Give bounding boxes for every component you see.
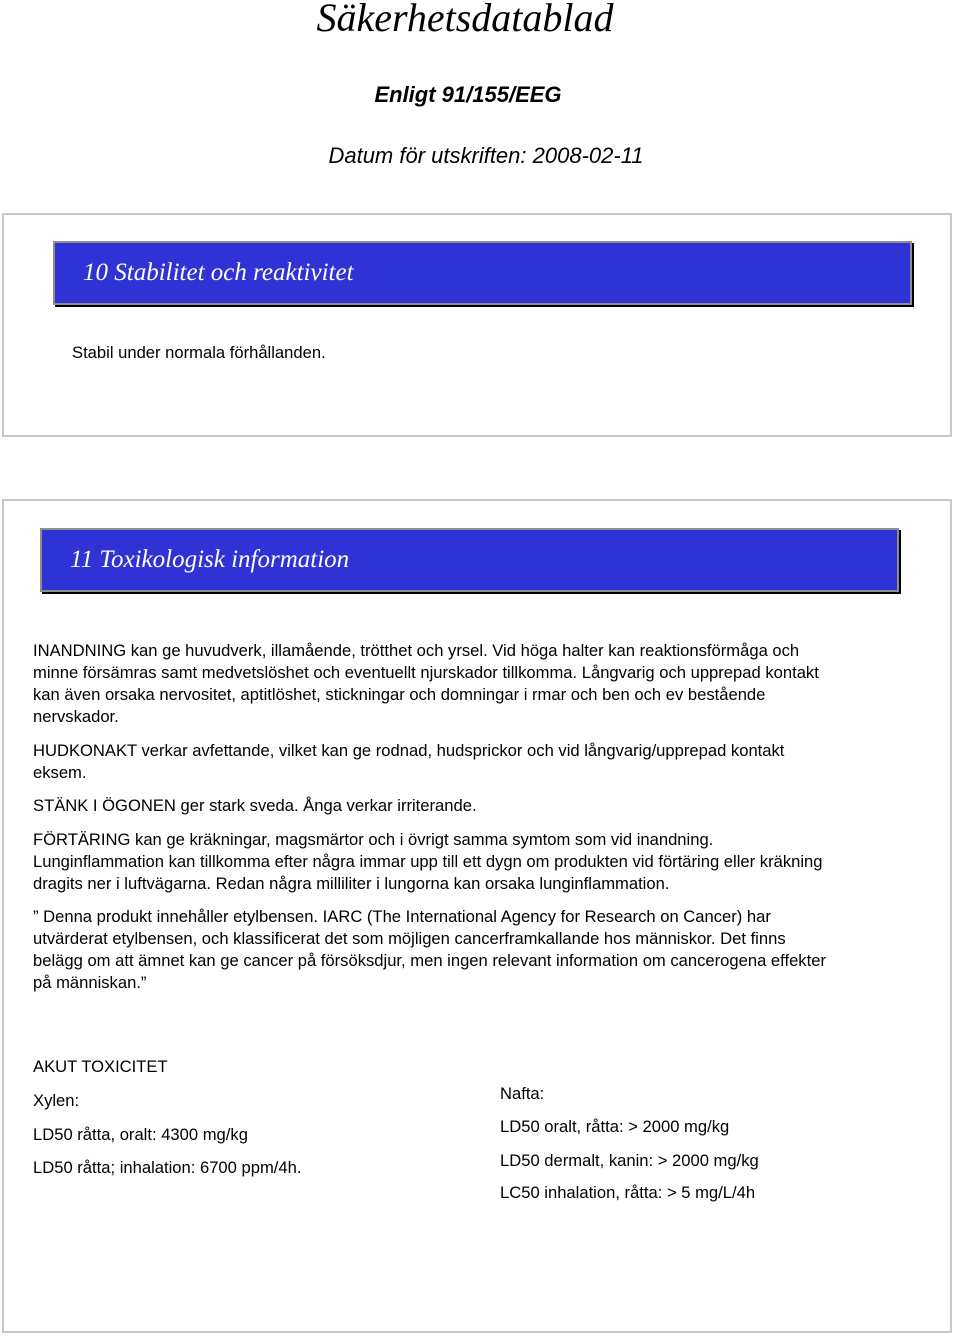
nafta-value: LD50 dermalt, kanin: > 2000 mg/kg (500, 1151, 759, 1170)
inhalation-line: nervskador. (33, 707, 119, 726)
eye-contact-paragraph: STÄNK I ÖGONEN ger stark sveda. Ånga verkar irriterande. (33, 796, 477, 815)
section-10-text: Stabil under normala förhållanden. (72, 343, 326, 362)
inhalation-line: kan även orsaka nervositet, aptitlöshet, stickningar och domningar i rmar och ben och ev bestående (33, 685, 766, 704)
section-10-heading: 10 Stabilitet och reaktivitet (83, 259, 354, 286)
xylen-value: LD50 råtta, oralt: 4300 mg/kg (33, 1125, 248, 1144)
nafta-label: Nafta: (500, 1084, 545, 1103)
nafta-value: LD50 oralt, råtta: > 2000 mg/kg (500, 1117, 730, 1136)
ethylbenzene-line: på människan.” (33, 973, 147, 992)
ingestion-line: Lunginflammation kan tillkomma efter några immar upp till ett dygn om produkten vid förtäring eller kräkning (33, 852, 823, 871)
xylen-label: Xylen: (33, 1091, 80, 1110)
skin-line: eksem. (33, 763, 87, 782)
inhalation-line: INANDNING kan ge huvudverk, illamående, trötthet och yrsel. Vid höga halter kan reaktionsförmåga och (33, 641, 800, 660)
regulation-reference: Enligt 91/155/EEG (374, 82, 562, 107)
print-date: Datum för utskriften: 2008-02-11 (328, 143, 644, 168)
ingestion-line: FÖRTÄRING kan ge kräkningar, magsmärtor och i övrigt samma symtom som vid inandning. (33, 830, 714, 849)
page-title: Säkerhetsdatablad (316, 0, 614, 40)
section-10-banner (53, 241, 912, 305)
section-11-heading: 11 Toxikologisk information (70, 546, 350, 573)
ethylbenzene-line: utvärderat etylbensen, och klassificerat det som möjligen cancerframkallande hos människor. Det finns (33, 929, 786, 948)
nafta-value: LC50 inhalation, råtta: > 5 mg/L/4h (500, 1183, 756, 1202)
ethylbenzene-line: belägg om att ämnet kan ge cancer på försöksdjur, men ingen relevant information om cancerogena effekter (33, 951, 826, 970)
ingestion-line: dragits ner i luftvägarna. Redan några milliliter i lungorna kan orsaka lunginflammation. (33, 874, 670, 893)
ethylbenzene-line: ” Denna produkt innehåller etylbensen. IARC (The International Agency for Research on Cancer) har (33, 907, 771, 926)
xylen-value: LD50 råtta; inhalation: 6700 ppm/4h. (33, 1158, 302, 1177)
section-11-banner (40, 528, 899, 592)
acute-toxicity-heading: AKUT TOXICITET (33, 1057, 168, 1076)
inhalation-line: minne försämras samt medvetslöshet och eventuellt njurskador tillkomma. Långvarig och upprepad kontakt (33, 663, 819, 682)
skin-line: HUDKONAKT verkar avfettande, vilket kan ge rodnad, hudsprickor och vid långvarig/upprepad kontakt (33, 741, 785, 760)
